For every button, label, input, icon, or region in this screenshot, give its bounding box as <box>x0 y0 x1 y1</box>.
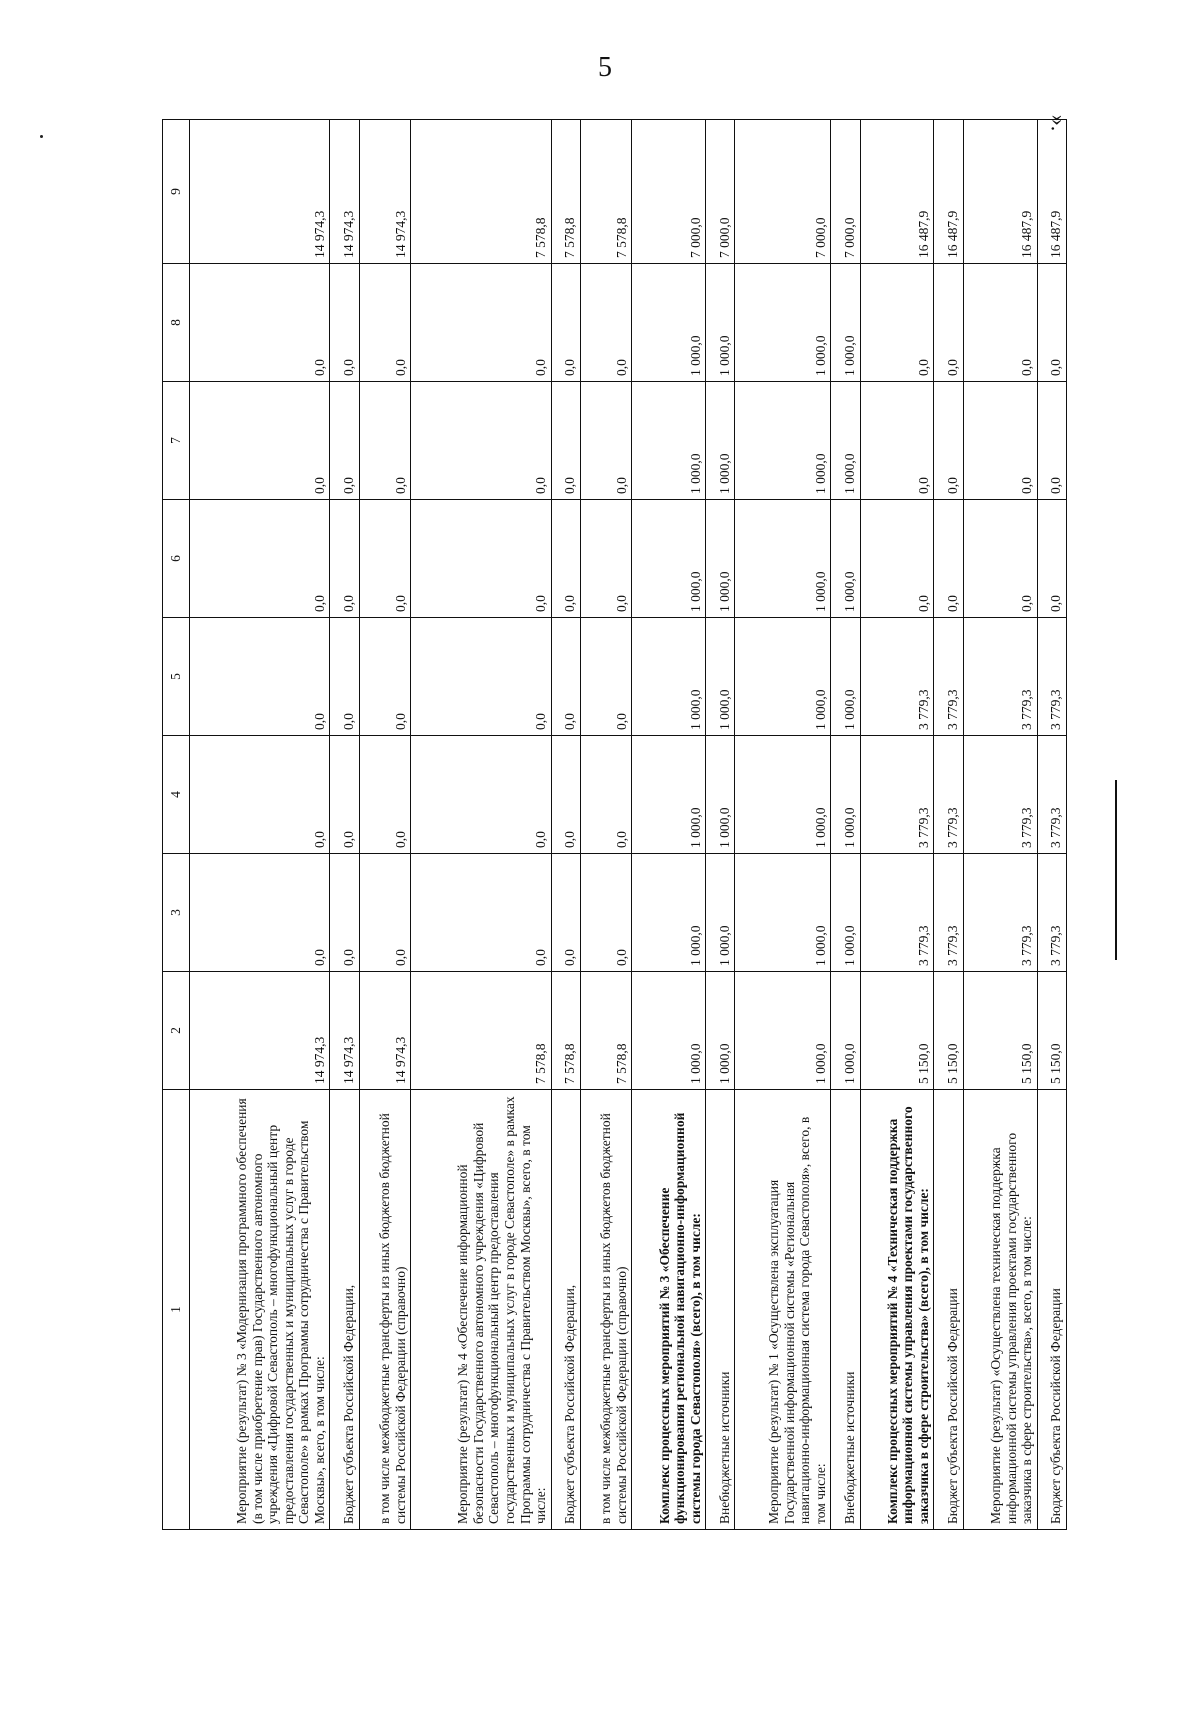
value-cell: 0,0 <box>330 500 359 618</box>
value-cell: 7 578,8 <box>551 120 580 264</box>
row-label: Мероприятие (результат) № 4 «Обеспечение информационной безопасности Государственного автономного учреждения «Цифровой Севастополь – многофункциональный центр предоставления государственных и муниципальных услуг в городе Севастополе» в рамках Программы сотрудничества с Правительством Москвы», всего, в том числе: <box>411 1090 551 1530</box>
column-header: 8 <box>163 264 190 382</box>
value-cell: 0,0 <box>580 854 632 972</box>
value-cell: 0,0 <box>963 382 1037 500</box>
value-cell: 0,0 <box>934 264 963 382</box>
value-cell: 1 000,0 <box>632 618 706 736</box>
value-cell: 0,0 <box>359 500 411 618</box>
value-cell: 1 000,0 <box>632 500 706 618</box>
separator-line <box>1115 780 1117 960</box>
value-cell: 0,0 <box>190 382 330 500</box>
value-cell: 7 578,8 <box>580 120 632 264</box>
row-label: Бюджет субъекта Российской Федерации <box>934 1090 963 1530</box>
value-cell: 1 000,0 <box>735 264 831 382</box>
value-cell: 0,0 <box>551 382 580 500</box>
value-cell: 0,0 <box>580 500 632 618</box>
table-row <box>735 120 831 1530</box>
value-cell: 0,0 <box>551 736 580 854</box>
value-cell: 5 150,0 <box>1037 972 1066 1090</box>
table-row <box>831 120 860 1530</box>
value-cell: 0,0 <box>411 618 551 736</box>
value-cell: 0,0 <box>934 500 963 618</box>
value-cell: 1 000,0 <box>831 264 860 382</box>
row-label: в том числе межбюджетные трансферты из иных бюджетов бюджетной системы Российской Федерации (справочно) <box>580 1090 632 1530</box>
value-cell: 1 000,0 <box>831 972 860 1090</box>
value-cell: 0,0 <box>190 264 330 382</box>
value-cell: 0,0 <box>190 500 330 618</box>
value-cell: 0,0 <box>963 500 1037 618</box>
value-cell: 16 487,9 <box>934 120 963 264</box>
value-cell: 3 779,3 <box>860 618 934 736</box>
column-header: 3 <box>163 854 190 972</box>
value-cell: 1 000,0 <box>706 972 735 1090</box>
value-cell: 1 000,0 <box>735 854 831 972</box>
table-row <box>860 120 934 1530</box>
value-cell: 0,0 <box>330 736 359 854</box>
value-cell: 1 000,0 <box>632 382 706 500</box>
value-cell: 0,0 <box>580 618 632 736</box>
value-cell: 3 779,3 <box>963 618 1037 736</box>
value-cell: 3 779,3 <box>934 854 963 972</box>
value-cell: 0,0 <box>359 736 411 854</box>
value-cell: 1 000,0 <box>831 736 860 854</box>
page-number: 5 <box>598 52 612 83</box>
row-label: Бюджет субъекта Российской Федерации, <box>551 1090 580 1530</box>
value-cell: 0,0 <box>580 736 632 854</box>
value-cell: 0,0 <box>860 264 934 382</box>
value-cell: 0,0 <box>860 500 934 618</box>
column-header: 7 <box>163 382 190 500</box>
table-row <box>580 120 632 1530</box>
header-row <box>163 120 190 1530</box>
value-cell: 7 000,0 <box>831 120 860 264</box>
value-cell: 1 000,0 <box>831 618 860 736</box>
value-cell: 16 487,9 <box>1037 120 1066 264</box>
value-cell: 1 000,0 <box>706 736 735 854</box>
value-cell: 3 779,3 <box>860 854 934 972</box>
value-cell: 0,0 <box>1037 264 1066 382</box>
row-label: Бюджет субъекта Российской Федерации <box>1037 1090 1066 1530</box>
value-cell: 1 000,0 <box>632 972 706 1090</box>
value-cell: 7 000,0 <box>632 120 706 264</box>
value-cell: 0,0 <box>551 854 580 972</box>
table-row <box>963 120 1037 1530</box>
value-cell: 1 000,0 <box>632 854 706 972</box>
value-cell: 1 000,0 <box>735 972 831 1090</box>
value-cell: 0,0 <box>190 854 330 972</box>
value-cell: 14 974,3 <box>330 120 359 264</box>
column-header: 5 <box>163 618 190 736</box>
value-cell: 16 487,9 <box>963 120 1037 264</box>
value-cell: 1 000,0 <box>735 382 831 500</box>
value-cell: 0,0 <box>359 382 411 500</box>
value-cell: 14 974,3 <box>359 972 411 1090</box>
value-cell: 1 000,0 <box>706 854 735 972</box>
value-cell: 0,0 <box>580 264 632 382</box>
value-cell: 0,0 <box>330 618 359 736</box>
budget-table <box>162 119 1067 1530</box>
closing-quote-mark: ». <box>1046 114 1072 132</box>
value-cell: 3 779,3 <box>1037 736 1066 854</box>
value-cell: 0,0 <box>1037 382 1066 500</box>
value-cell: 0,0 <box>359 618 411 736</box>
scan-speck <box>40 135 43 138</box>
value-cell: 0,0 <box>551 500 580 618</box>
table-row <box>551 120 580 1530</box>
table-row <box>190 120 330 1530</box>
value-cell: 7 578,8 <box>551 972 580 1090</box>
value-cell: 1 000,0 <box>706 618 735 736</box>
value-cell: 3 779,3 <box>963 736 1037 854</box>
rotated-table-sheet <box>162 120 1067 1530</box>
row-label: Внебюджетные источники <box>831 1090 860 1530</box>
value-cell: 0,0 <box>359 264 411 382</box>
value-cell: 3 779,3 <box>963 854 1037 972</box>
table-row <box>934 120 963 1530</box>
value-cell: 1 000,0 <box>632 736 706 854</box>
row-label: Внебюджетные источники <box>706 1090 735 1530</box>
value-cell: 7 578,8 <box>411 972 551 1090</box>
value-cell: 7 578,8 <box>580 972 632 1090</box>
value-cell: 3 779,3 <box>860 736 934 854</box>
value-cell: 1 000,0 <box>735 500 831 618</box>
row-label: Комплекс процессных мероприятий № 3 «Обеспечение функционирования региональной навигационно-информационной системы города Севастополя» (всего), в том числе: <box>632 1090 706 1530</box>
value-cell: 3 779,3 <box>934 736 963 854</box>
value-cell: 1 000,0 <box>706 500 735 618</box>
table-row <box>359 120 411 1530</box>
value-cell: 0,0 <box>934 382 963 500</box>
value-cell: 1 000,0 <box>632 264 706 382</box>
value-cell: 0,0 <box>1037 500 1066 618</box>
row-label: Комплекс процессных мероприятий № 4 «Техническая поддержка информационной системы управления проектами государственного заказчика в сфере строительства» (всего), в том числе: <box>860 1090 934 1530</box>
column-header: 4 <box>163 736 190 854</box>
table-row <box>632 120 706 1530</box>
table-row <box>330 120 359 1530</box>
column-header: 9 <box>163 120 190 264</box>
value-cell: 0,0 <box>411 382 551 500</box>
column-header: 2 <box>163 972 190 1090</box>
value-cell: 7 578,8 <box>411 120 551 264</box>
value-cell: 16 487,9 <box>860 120 934 264</box>
table-body <box>190 120 1067 1530</box>
value-cell: 3 779,3 <box>1037 854 1066 972</box>
value-cell: 0,0 <box>551 618 580 736</box>
value-cell: 1 000,0 <box>706 264 735 382</box>
table-row <box>1037 120 1066 1530</box>
value-cell: 0,0 <box>330 854 359 972</box>
column-header: 6 <box>163 500 190 618</box>
value-cell: 0,0 <box>190 736 330 854</box>
value-cell: 0,0 <box>411 854 551 972</box>
row-label: Бюджет субъекта Российской Федерации, <box>330 1090 359 1530</box>
value-cell: 0,0 <box>860 382 934 500</box>
value-cell: 0,0 <box>411 500 551 618</box>
table-row <box>411 120 551 1530</box>
value-cell: 14 974,3 <box>190 972 330 1090</box>
value-cell: 0,0 <box>190 618 330 736</box>
row-label: в том числе межбюджетные трансферты из иных бюджетов бюджетной системы Российской Федерации (справочно) <box>359 1090 411 1530</box>
value-cell: 3 779,3 <box>934 618 963 736</box>
value-cell: 0,0 <box>330 382 359 500</box>
value-cell: 0,0 <box>411 264 551 382</box>
value-cell: 1 000,0 <box>831 854 860 972</box>
value-cell: 0,0 <box>580 382 632 500</box>
column-header: 1 <box>163 1090 190 1530</box>
table-row <box>706 120 735 1530</box>
value-cell: 0,0 <box>330 264 359 382</box>
value-cell: 1 000,0 <box>706 382 735 500</box>
value-cell: 1 000,0 <box>735 618 831 736</box>
value-cell: 14 974,3 <box>330 972 359 1090</box>
value-cell: 1 000,0 <box>831 382 860 500</box>
value-cell: 3 779,3 <box>1037 618 1066 736</box>
value-cell: 7 000,0 <box>706 120 735 264</box>
row-label: Мероприятие (результат) № 3 «Модернизация программного обеспечения (в том числе приобретение прав) Государственного автономного учреждения «Цифровой Севастополь – многофункциональный центр предоставления государственных и муниципальных услуг в городе Севастополе» в рамках Программы сотрудничества с Правительством Москвы», всего, в том числе: <box>190 1090 330 1530</box>
row-label: Мероприятие (результат) № 1 «Осуществлена эксплуатация Государственной информационной системы «Региональная навигационно-информационная система города Севастополя», всего, в том числе: <box>735 1090 831 1530</box>
value-cell: 7 000,0 <box>735 120 831 264</box>
value-cell: 5 150,0 <box>963 972 1037 1090</box>
value-cell: 1 000,0 <box>831 500 860 618</box>
value-cell: 0,0 <box>359 854 411 972</box>
value-cell: 14 974,3 <box>359 120 411 264</box>
value-cell: 5 150,0 <box>934 972 963 1090</box>
row-label: Мероприятие (результат) «Осуществлена техническая поддержка информационной системы управления проектами государственного заказчика в сфере строительства», всего, в том числе: <box>963 1090 1037 1530</box>
value-cell: 1 000,0 <box>735 736 831 854</box>
value-cell: 14 974,3 <box>190 120 330 264</box>
value-cell: 0,0 <box>551 264 580 382</box>
value-cell: 0,0 <box>963 264 1037 382</box>
value-cell: 0,0 <box>411 736 551 854</box>
value-cell: 5 150,0 <box>860 972 934 1090</box>
